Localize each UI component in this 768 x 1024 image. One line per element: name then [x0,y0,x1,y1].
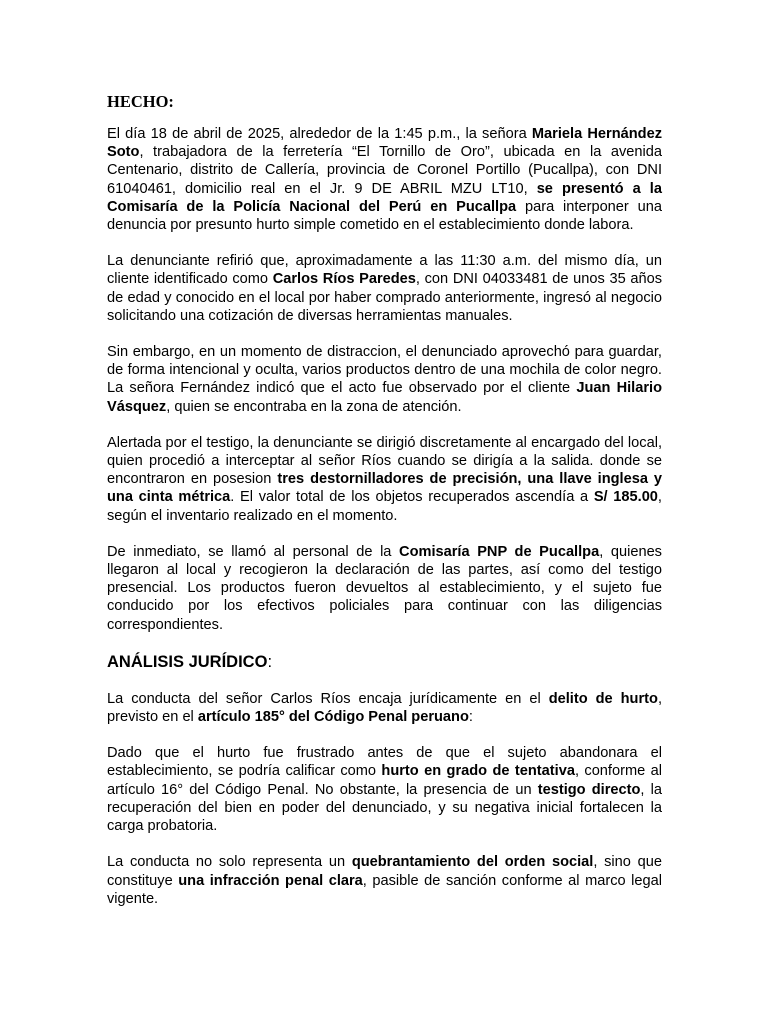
text-run: , previsto en el [107,690,662,726]
section-title-analisis-colon: : [267,652,273,671]
text-run: : [468,709,473,726]
bold-text-run: tres destornilladores de precisión, una llave inglesa y una cinta métrica [107,471,663,506]
bold-text-run: delito de hurto [548,690,658,707]
section-title-hecho: HECHO: [107,92,174,111]
text-run: , conforme al artículo 16° del Código Penal. No obstante, la presencia de un [107,763,662,798]
text-run: , según el inventario realizado en el momento. [107,489,662,524]
bold-text-run: Juan Hilario Vásquez [107,380,663,415]
text-run: , quien se encontraba en la zona de atención. [166,398,462,415]
bold-text-run: Comisaría PNP de Pucallpa [399,543,600,560]
text-run: , trabajadora de la ferretería “El Tornillo de Oro”, ubicada en la avenida Centenario, distrito de Callería, provincia de Coronel Portillo (Pucallpa), con DNI 61040461, domicilio real en el Jr. 9 DE ABRIL MZU LT10, [107,144,662,197]
text-run: , con DNI 04033481 de unos 35 años de edad y conocido en el local por haber comprado anteriormente, ingresó al negocio solicitando una cotización de diversas herramientas manuales. [107,271,662,324]
paragraph-conclusion [107,853,662,908]
section-title-analisis [107,652,662,672]
paragraph-cliente [107,252,662,325]
text-run: Dado que el hurto fue frustrado antes de que el sujeto abandonara el establecimiento, se podría calificar como [107,745,662,780]
text-run: El día 18 de abril de 2025, alrededor de la 1:45 p.m., la señora [107,126,532,142]
paragraph-tentativa [107,744,662,835]
bold-text-run: testigo directo [537,781,641,798]
paragraph-sustraccion [107,343,662,416]
text-run: La conducta del señor Carlos Ríos encaja jurídicamente en el [107,690,549,707]
text-run: , sino que constituye [107,854,662,889]
text-run: , la recuperación del bien en poder del denunciado, y su negativa inicial fortalecen la carga probatoria. [107,781,663,835]
text-run: , quienes llegaron al local y recogieron la declaración de las partes, así como del testigo presencial. Los productos fueron devueltos al establecimiento, y el sujeto fue conducido por los efectivos policiales para continuar con las diligencias correspondientes. [107,543,662,633]
text-run: De inmediato, se llamó al personal de la [107,543,400,560]
paragraph-intervencion-policial [107,543,662,634]
text-run: . El valor total de los objetos recuperados ascendía a [230,489,594,506]
bold-text-run: una infracción penal clara [178,872,363,889]
text-run: para interponer una denuncia por presunto hurto simple cometido en el establecimiento donde labora. [107,198,662,234]
text-run: Alertada por el testigo, la denunciante se dirigió discretamente al encargado del local, quien procedió a interceptar al señor Ríos cuando se dirigía a la salida. donde se encontraron en posesion [107,434,662,488]
bold-text-run: hurto en grado de tentativa [381,763,575,780]
bold-text-run: se presentó a la Comisaría de la Policía Nacional del Perú en Pucallpa [107,180,662,215]
text-run: La denunciante refirió que, aproximadamente a las 11:30 a.m. del mismo día, un cliente identificado como [107,253,662,288]
paragraph-tipificacion [107,690,662,726]
section-title-analisis-text: ANÁLISIS JURÍDICO [107,652,268,671]
bold-text-run: Mariela Hernández Soto [107,126,662,161]
text-run: , pasible de sanción conforme al marco legal vigente. [107,872,662,907]
paragraph-denuncia [107,125,662,234]
bold-text-run: artículo 185° del Código Penal peruano [197,709,469,726]
text-run: La conducta no solo representa un [107,854,352,871]
text-run: Sin embargo, en un momento de distraccion, el denunciado aprovechó para guardar, de forma intencional y oculta, varios productos dentro de una mochila de color negro. La señora Fernández indicó que el acto fue observado por el cliente [107,344,662,397]
bold-text-run: quebrantamiento del orden social [351,854,594,871]
document-page [107,92,662,926]
bold-text-run: Carlos Ríos Paredes [272,271,416,288]
bold-text-run: S/ 185.00 [593,489,658,506]
paragraph-intercepcion [107,434,662,525]
